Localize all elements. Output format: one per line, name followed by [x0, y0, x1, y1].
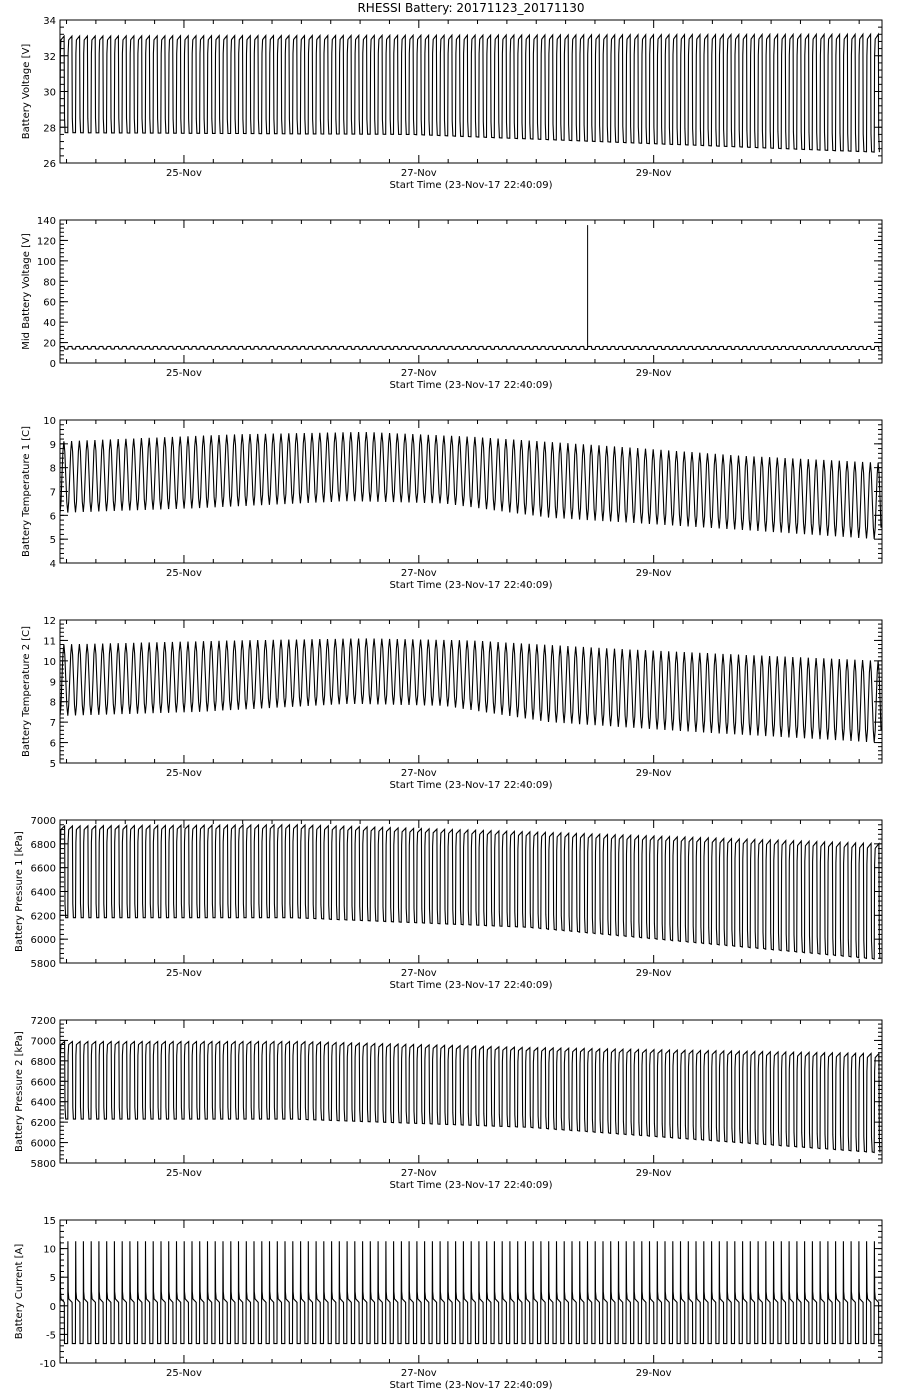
x-axis-label: Start Time (23-Nov-17 22:40:09) — [389, 580, 553, 591]
x-tick-label: 25-Nov — [166, 1168, 202, 1179]
y-tick-label: -10 — [39, 1359, 56, 1370]
y-tick-label: 4 — [49, 559, 56, 570]
y-tick-label: 10 — [43, 1244, 56, 1256]
y-tick-label: 6 — [49, 738, 56, 750]
x-tick-label: 27-Nov — [400, 768, 437, 779]
panel-4 — [21, 616, 882, 791]
y-tick-label: 7 — [49, 718, 56, 730]
x-tick-label: 29-Nov — [635, 768, 672, 779]
y-tick-label: 5 — [49, 535, 56, 547]
x-axis-label: Start Time (23-Nov-17 22:40:09) — [389, 380, 553, 391]
y-axis-label: Battery Temperature 2 [C] — [21, 625, 32, 758]
y-tick-label: 7000 — [30, 1036, 56, 1048]
y-tick-label: 11 — [43, 636, 56, 648]
x-axis-label: Start Time (23-Nov-17 22:40:09) — [389, 180, 553, 191]
x-axis-label: Start Time (23-Nov-17 22:40:09) — [389, 780, 553, 791]
x-tick-label: 29-Nov — [635, 1368, 672, 1379]
x-tick-label: 25-Nov — [166, 968, 202, 979]
y-tick-label: 6200 — [30, 1118, 56, 1130]
y-tick-label: 60 — [43, 297, 56, 309]
y-tick-label: 26 — [43, 159, 56, 170]
x-axis-label: Start Time (23-Nov-17 22:40:09) — [389, 1180, 553, 1191]
x-tick-label: 29-Nov — [635, 968, 672, 979]
y-axis-label: Battery Temperature 1 [C] — [21, 425, 32, 558]
y-tick-label: 120 — [36, 236, 56, 248]
x-axis-label: Start Time (23-Nov-17 22:40:09) — [389, 980, 553, 991]
y-tick-label: 15 — [43, 1216, 56, 1227]
y-tick-label: 40 — [43, 318, 56, 330]
y-tick-label: 6800 — [30, 839, 56, 851]
plot-frame — [60, 620, 882, 763]
x-tick-label: 29-Nov — [635, 368, 672, 379]
y-axis-label: Battery Current [A] — [14, 1243, 25, 1340]
y-tick-label: 5 — [49, 759, 56, 770]
x-axis-label: Start Time (23-Nov-17 22:40:09) — [389, 1380, 553, 1391]
y-axis-label: Battery Voltage [V] — [21, 43, 32, 140]
y-tick-label: 6000 — [30, 1138, 56, 1150]
y-tick-label: 7 — [49, 487, 56, 499]
x-tick-label: 25-Nov — [166, 568, 202, 579]
x-tick-label: 27-Nov — [400, 368, 437, 379]
panel-3 — [21, 416, 882, 591]
y-tick-label: 6600 — [30, 863, 56, 875]
y-tick-label: 9 — [49, 439, 56, 451]
y-tick-label: 6600 — [30, 1077, 56, 1089]
series-line-5 — [60, 825, 880, 959]
plot-frame — [60, 220, 882, 363]
y-tick-label: 6200 — [30, 911, 56, 923]
series-line-7 — [60, 1241, 882, 1343]
x-tick-label: 27-Nov — [400, 168, 437, 179]
y-tick-label: 140 — [36, 216, 56, 227]
y-tick-label: 6 — [49, 511, 56, 523]
panel-7 — [14, 1216, 882, 1391]
x-tick-label: 25-Nov — [166, 168, 202, 179]
y-tick-label: 7200 — [30, 1016, 56, 1027]
x-tick-label: 25-Nov — [166, 768, 202, 779]
y-tick-label: 5 — [49, 1273, 56, 1285]
x-tick-label: 25-Nov — [166, 1368, 202, 1379]
y-tick-label: 5800 — [30, 1159, 56, 1170]
y-tick-label: 32 — [43, 51, 56, 63]
y-axis-label: Battery Pressure 2 [kPa] — [14, 1031, 25, 1152]
y-tick-label: 10 — [43, 416, 56, 427]
y-tick-label: 10 — [43, 656, 56, 668]
series-line-6 — [60, 1042, 880, 1153]
x-tick-label: 27-Nov — [400, 1368, 437, 1379]
series-line-4 — [60, 638, 881, 742]
y-tick-label: 6800 — [30, 1056, 56, 1068]
x-tick-label: 29-Nov — [635, 1168, 672, 1179]
y-tick-label: 28 — [43, 123, 56, 135]
x-tick-label: 25-Nov — [166, 368, 202, 379]
x-tick-label: 29-Nov — [635, 568, 672, 579]
y-tick-label: 6000 — [30, 935, 56, 947]
y-tick-label: 20 — [43, 338, 56, 350]
y-tick-label: 0 — [49, 1301, 56, 1313]
y-tick-label: 6400 — [30, 887, 56, 899]
y-tick-label: 7000 — [30, 816, 56, 827]
y-tick-label: -5 — [46, 1330, 56, 1342]
y-tick-label: 34 — [43, 16, 56, 27]
x-tick-label: 27-Nov — [400, 1168, 437, 1179]
panel-2 — [21, 216, 882, 391]
y-tick-label: 30 — [43, 87, 56, 99]
series-line-1 — [60, 34, 879, 152]
figure-title: RHESSI Battery: 20171123_20171130 — [357, 1, 585, 15]
x-tick-label: 27-Nov — [400, 968, 437, 979]
panel-1 — [21, 16, 882, 191]
series-line-3 — [60, 432, 881, 539]
x-tick-label: 29-Nov — [635, 168, 672, 179]
x-tick-label: 27-Nov — [400, 568, 437, 579]
series-line-2 — [60, 346, 879, 349]
y-tick-label: 5800 — [30, 959, 56, 970]
panel-6 — [14, 1016, 882, 1191]
y-tick-label: 6400 — [30, 1097, 56, 1109]
y-axis-label: Battery Pressure 1 [kPa] — [14, 831, 25, 952]
panel-5 — [14, 816, 882, 991]
y-tick-label: 0 — [49, 359, 56, 370]
y-tick-label: 100 — [36, 256, 56, 268]
y-tick-label: 8 — [49, 463, 56, 475]
y-tick-label: 12 — [43, 616, 56, 627]
y-tick-label: 9 — [49, 677, 56, 689]
y-tick-label: 8 — [49, 697, 56, 709]
y-axis-label: Mid Battery Voltage [V] — [21, 233, 32, 350]
y-tick-label: 80 — [43, 277, 56, 289]
